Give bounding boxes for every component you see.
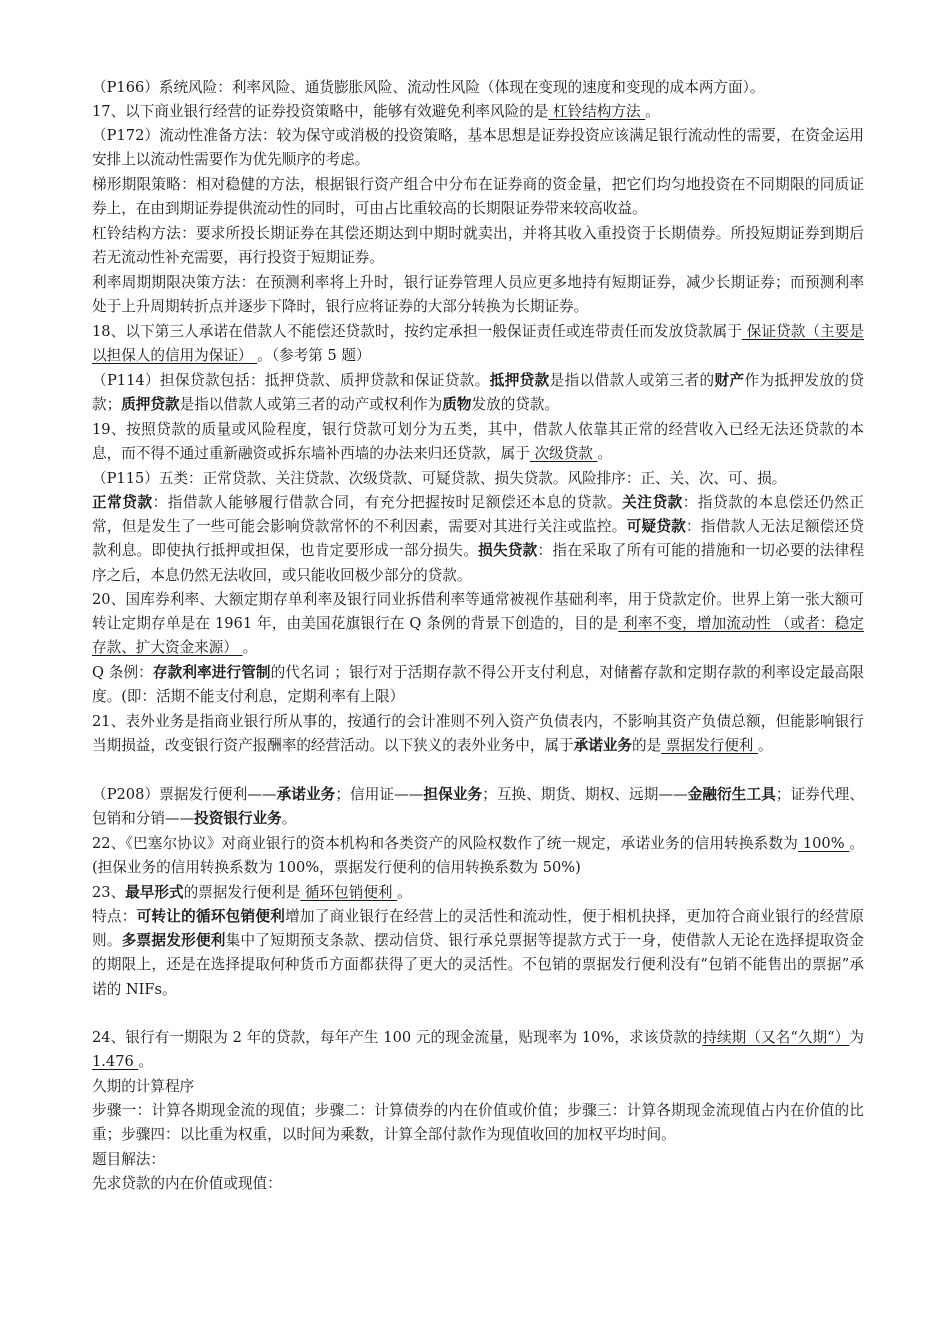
method-line: 题目解法：: [92, 1151, 165, 1168]
answer-18: 保证贷款（主要是以担保人的信用为保证）: [92, 323, 865, 365]
question-24: 24、银行有一期限为 2 年的贷款，每年产生 100 元的现金流量，贴现率为 10%，求该贷款的持续期（又名“久期“）为 1.476 。: [92, 1029, 864, 1071]
features-paragraph: 特点：可转让的循环包销便利增加了商业银行在经营上的灵活性和流动性，便于相机抉择，更加符合商业银行的经营原则。多票据发形便利集中了短期预支条款、摆动信贷、银行承兑票据等提款方式于一身，使借款人无论在选择提取资金的期限上，还是在选择提取何种货币方面都获得了更大的灵活性。不包销的票据发行便利没有“包销不能售出的票据”承诺的 NIFs。: [92, 908, 864, 998]
duration-steps: 步骤一：计算各期现金流的现值；步骤二：计算债券的内在价值或价值；步骤三：计算各期现金流现值占内在价值的比重；步骤四：以比重为权重，以时间为乘数，计算全部付款作为现值收回的加权平均时间。: [92, 1102, 864, 1144]
first-step-line: 先求贷款的内在价值或现值：: [92, 1175, 282, 1192]
q-regulation-paragraph: Q 条例：存款利率进行管制的代名词 ；银行对于活期存款不得公开支付利息，对储蓄存款和定期存款的利率设定最高限度。(即：活期不能支付利息，定期利率有上限）: [92, 664, 864, 706]
loan-classes-paragraph: 正常贷款：指借款人能够履行借款合同，有充分把握按时足额偿还本息的贷款。关注贷款：指贷款的本息偿还仍然正常，但是发生了一些可能会影响贷款常怀的不利因素，需要对其进行关注或监控。可疑贷款：指借款人无法足额偿还贷款利息。即使执行抵押或担保，也肯定要形成一部分损失。损失贷款：指在采取了所有可能的措施和一切必要的法律程序之后，本息仍然无法收回，或只能收回极少部分的贷款。: [92, 494, 864, 584]
answer-23: 循环包销便利: [300, 884, 398, 901]
question-20: 20、国库券利率、大额定期存单利率及银行同业拆借利率等通常被视作基础利率，用于贷款定价。世界上第一张大额可转让定期存单是在 1961 年，由美国花旗银行在 Q 条例的背景下创造的，目的是 利率不变，增加流动性 （或者：稳定存款、扩大资金来源） 。: [92, 591, 865, 657]
p172-paragraph: （P172）流动性准备方法：较为保守或消极的投资策略，基本思想是证券投资应该满足银行流动性的需要，在资金运用安排上以流动性需要作为优先顺序的考虑。: [92, 127, 864, 169]
ladder-paragraph: 梯形期限策略：相对稳健的方法，根据银行资产组合中分布在证券商的资金量，把它们均匀地投资在不同期限的同质证券上，在由到期证券提供流动性的同时，可由占比重较高的长期限证券带来较高收益。: [92, 176, 864, 218]
p114-paragraph: （P114）担保贷款包括：抵押贷款、质押贷款和保证贷款。抵押贷款是指以借款人或第三者的财产作为抵押发放的贷款；质押贷款是指以借款人或第三者的动产或权利作为质物发放的贷款。: [92, 372, 864, 414]
p208-paragraph: （P208）票据发行便利——承诺业务；信用证——担保业务；互换、期货、期权、远期——金融衍生工具；证券代理、包销和分销——投资银行业务。: [92, 786, 864, 828]
answer-19: 次级贷款: [529, 445, 598, 463]
question-18: 18、以下第三人承诺在借款人不能偿还贷款时，按约定承担一般保证责任或连带责任而发放贷款属于 保证贷款（主要是以担保人的信用为保证） 。（参考第 5 题）: [92, 323, 865, 365]
answer-17: 杠铃结构方法: [548, 103, 646, 120]
question-21: 21、表外业务是指商业银行所从事的，按通行的会计准则不列入资产负债表内，不影响其资产负债总额，但能影响银行当期损益，改变银行资产报酬率的经营活动。以下狭义的表外业务中，属于承诺业务的是 票据发行便利 。: [92, 713, 864, 755]
question-17: 17、以下商业银行经营的证券投资策略中，能够有效避免利率风险的是 杠铃结构方法 。: [92, 103, 660, 120]
p115-line: （P115）五类：正常贷款、关注贷款、次级贷款、可疑贷款、损失贷款。风险排序：正、关、次、可、损。: [92, 470, 787, 487]
barbell-paragraph: 杠铃结构方法：要求所投长期证券在其偿还期达到中期时就卖出，并将其收入重投资于长期债券。所投短期证券到期后若无流动性补充需要，再行投资于短期证券。: [92, 225, 864, 267]
cycle-paragraph: 利率周期期限决策方法：在预测利率将上升时，银行证券管理人员应更多地持有短期证券，减少长期证券；而预测利率处于上升周期转折点并逐步下降时，银行应将证券的大部分转换为长期证券。: [92, 274, 864, 316]
answer-21: 票据发行便利: [661, 737, 759, 755]
answer-24: 1.476: [92, 1053, 139, 1071]
answer-22: 100%: [798, 835, 850, 852]
question-19: 19、按照贷款的质量或风险程度，银行贷款可划分为五类，其中，借款人依靠其正常的经营收入已经无法还贷款的本息，而不得不通过重新融资或拆东墙补西墙的办法来归还贷款，属于 次级贷款 。: [92, 421, 864, 463]
question-22: 22、《巴塞尔协议》对商业银行的资本机构和各类资产的风险权数作了统一规定，承诺业务的信用转换系数为 100% 。(担保业务的信用转换系数为 100%，票据发行便利的信用转换系数为 50%): [92, 835, 864, 877]
question-23: 23、最早形式的票据发行便利是 循环包销便利 。: [92, 884, 412, 901]
answer-24-term: 持续期（又名“久期“）: [702, 1029, 850, 1046]
answer-20: 利率不变，增加流动性 （或者：稳定存款、扩大资金来源）: [92, 615, 865, 657]
p166-line: （P166）系统风险：利率风险、通货膨胀风险、流动性风险（体现在变现的速度和变现的成本两方面）。: [92, 79, 765, 96]
duration-title: 久期的计算程序: [92, 1078, 195, 1095]
